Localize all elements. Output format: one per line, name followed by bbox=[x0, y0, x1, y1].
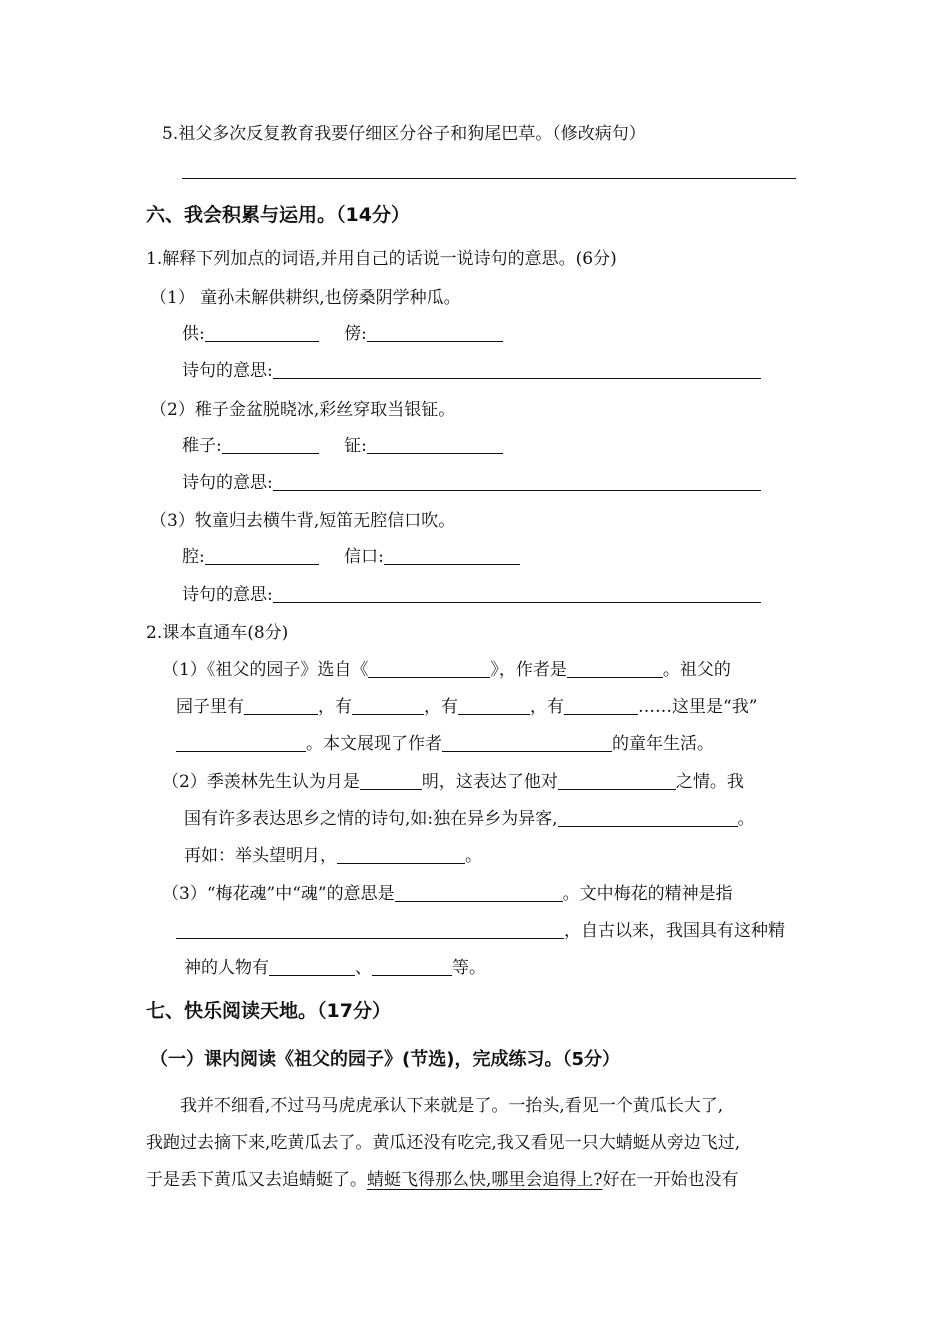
q2-2-row-b bbox=[184, 807, 755, 831]
q2-1-row-c bbox=[176, 732, 714, 756]
q2-2-text: 再如：举头望明月， bbox=[184, 846, 337, 866]
q2-2-text: 。 bbox=[465, 846, 482, 866]
answer-blank[interactable] bbox=[176, 733, 306, 752]
q2-2-text: 国有许多表达思乡之情的诗句,如:独在异乡为异客, bbox=[184, 809, 558, 829]
answer-blank[interactable] bbox=[269, 957, 355, 976]
q2-2-text: 之情。我 bbox=[675, 772, 744, 792]
q2-1-text: ，有 bbox=[424, 697, 458, 717]
answer-blank[interactable] bbox=[567, 659, 663, 678]
answer-blank[interactable] bbox=[442, 733, 612, 752]
q2-1-text: （1）《祖父的园子》选自《 bbox=[162, 660, 369, 680]
meaning-label: 诗句的意思: bbox=[182, 473, 273, 493]
q2-1-text: 。本文展现了作者 bbox=[306, 734, 442, 754]
answer-blank[interactable] bbox=[244, 696, 318, 715]
q2-2-text: （2）季羡林先生认为月是 bbox=[162, 772, 360, 792]
poem-2-meaning-row bbox=[182, 471, 761, 495]
answer-blank[interactable] bbox=[273, 360, 761, 379]
answer-blank[interactable] bbox=[273, 584, 761, 603]
q2-3-row-b bbox=[176, 919, 785, 943]
q2-3-text: ，自古以来，我国具有这种精 bbox=[564, 921, 785, 941]
q2-3-text: （3）“梅花魂”中“魂”的意思是 bbox=[162, 884, 395, 904]
answer-blank[interactable] bbox=[368, 659, 490, 678]
word-label: 腔: bbox=[182, 547, 205, 567]
word-label: 傍: bbox=[344, 324, 367, 344]
answer-line[interactable] bbox=[182, 178, 796, 179]
q2-1-text: 》，作者是 bbox=[490, 660, 567, 680]
reading-1-title: （一）课内阅读《祖父的园子》(节选)，完成练习。（5分） bbox=[150, 1049, 620, 1070]
answer-blank[interactable] bbox=[360, 771, 422, 790]
section-7-title: 七、快乐阅读天地。（17分） bbox=[146, 1000, 391, 1022]
q2-2-row-a bbox=[162, 770, 744, 794]
q2-1-row-a bbox=[162, 658, 731, 682]
q2-3-row-c bbox=[184, 956, 486, 980]
meaning-label: 诗句的意思: bbox=[182, 361, 273, 381]
answer-blank[interactable] bbox=[367, 323, 503, 342]
word-label: 稚子: bbox=[182, 436, 222, 456]
q2-3-row-a bbox=[162, 882, 733, 906]
answer-blank[interactable] bbox=[372, 957, 452, 976]
question-5-text: 5.祖父多次反复教育我要仔细区分谷子和狗尾巴草。（修改病句） bbox=[162, 124, 646, 144]
answer-blank[interactable] bbox=[337, 845, 465, 864]
answer-blank[interactable] bbox=[176, 920, 564, 939]
answer-blank[interactable] bbox=[558, 808, 738, 827]
question-2-title: 2.课本直通车(8分) bbox=[146, 623, 289, 643]
poem-3-meaning-row bbox=[182, 583, 761, 607]
answer-blank[interactable] bbox=[205, 546, 319, 565]
passage-line-2: 我跑过去摘下来,吃黄瓜去了。黄瓜还没有吃完,我又看见一只大蜻蜓从旁边飞过, bbox=[146, 1133, 741, 1153]
word-label: 信口: bbox=[344, 547, 384, 567]
poem-2-words-row bbox=[182, 434, 503, 458]
passage-text: 于是丢下黄瓜又去追蜻蜓了。 bbox=[146, 1170, 367, 1190]
answer-blank[interactable] bbox=[367, 435, 503, 454]
poem-1-line: （1） 童孙未解供耕织,也傍桑阴学种瓜。 bbox=[150, 288, 461, 308]
meaning-label: 诗句的意思: bbox=[182, 585, 273, 605]
answer-blank[interactable] bbox=[205, 323, 319, 342]
word-label: 钲: bbox=[344, 436, 367, 456]
answer-blank[interactable] bbox=[222, 435, 319, 454]
q2-1-text: 园子里有 bbox=[176, 697, 244, 717]
q2-1-text: ……这里是“我” bbox=[638, 697, 758, 717]
q2-3-text: 等。 bbox=[452, 958, 486, 978]
q2-1-text: 。祖父的 bbox=[662, 660, 731, 680]
poem-1-words-row bbox=[182, 322, 503, 346]
q2-1-text: ，有 bbox=[530, 697, 564, 717]
poem-3-words-row bbox=[182, 545, 520, 569]
passage-line-3 bbox=[146, 1168, 739, 1192]
q2-2-text: 明，这表达了他对 bbox=[421, 772, 558, 792]
answer-blank[interactable] bbox=[558, 771, 676, 790]
q2-2-row-c bbox=[184, 844, 482, 868]
word-label: 供: bbox=[182, 324, 205, 344]
q2-3-text: 神的人物有 bbox=[184, 958, 269, 978]
underlined-sentence: 蜻蜓飞得那么快,哪里会追得上? bbox=[367, 1170, 603, 1190]
answer-blank[interactable] bbox=[564, 696, 638, 715]
question-1-title: 1.解释下列加点的词语,并用自己的话说一说诗句的意思。(6分) bbox=[146, 249, 617, 269]
q2-3-text: 、 bbox=[355, 958, 372, 978]
answer-blank[interactable] bbox=[273, 472, 761, 491]
q2-1-text: 的童年生活。 bbox=[612, 734, 714, 754]
poem-2-line: （2）稚子金盆脱晓冰,彩丝穿取当银钲。 bbox=[150, 400, 456, 420]
answer-blank[interactable] bbox=[352, 696, 424, 715]
answer-blank[interactable] bbox=[458, 696, 530, 715]
q2-1-row-b bbox=[176, 695, 757, 719]
answer-blank[interactable] bbox=[384, 546, 520, 565]
section-6-title: 六、我会积累与运用。（14分） bbox=[146, 204, 410, 226]
poem-1-meaning-row bbox=[182, 359, 761, 383]
q2-3-text: 。文中梅花的精神是指 bbox=[562, 884, 733, 904]
passage-text: 好在一开始也没有 bbox=[602, 1170, 739, 1190]
q2-1-text: ，有 bbox=[318, 697, 352, 717]
passage-line-1: 我并不细看,不过马马虎虎承认下来就是了。一抬头,看见一个黄瓜长大了, bbox=[180, 1096, 724, 1116]
answer-blank[interactable] bbox=[395, 883, 563, 902]
poem-3-line: （3）牧童归去横牛背,短笛无腔信口吹。 bbox=[150, 511, 456, 531]
q2-2-text: 。 bbox=[737, 809, 755, 829]
